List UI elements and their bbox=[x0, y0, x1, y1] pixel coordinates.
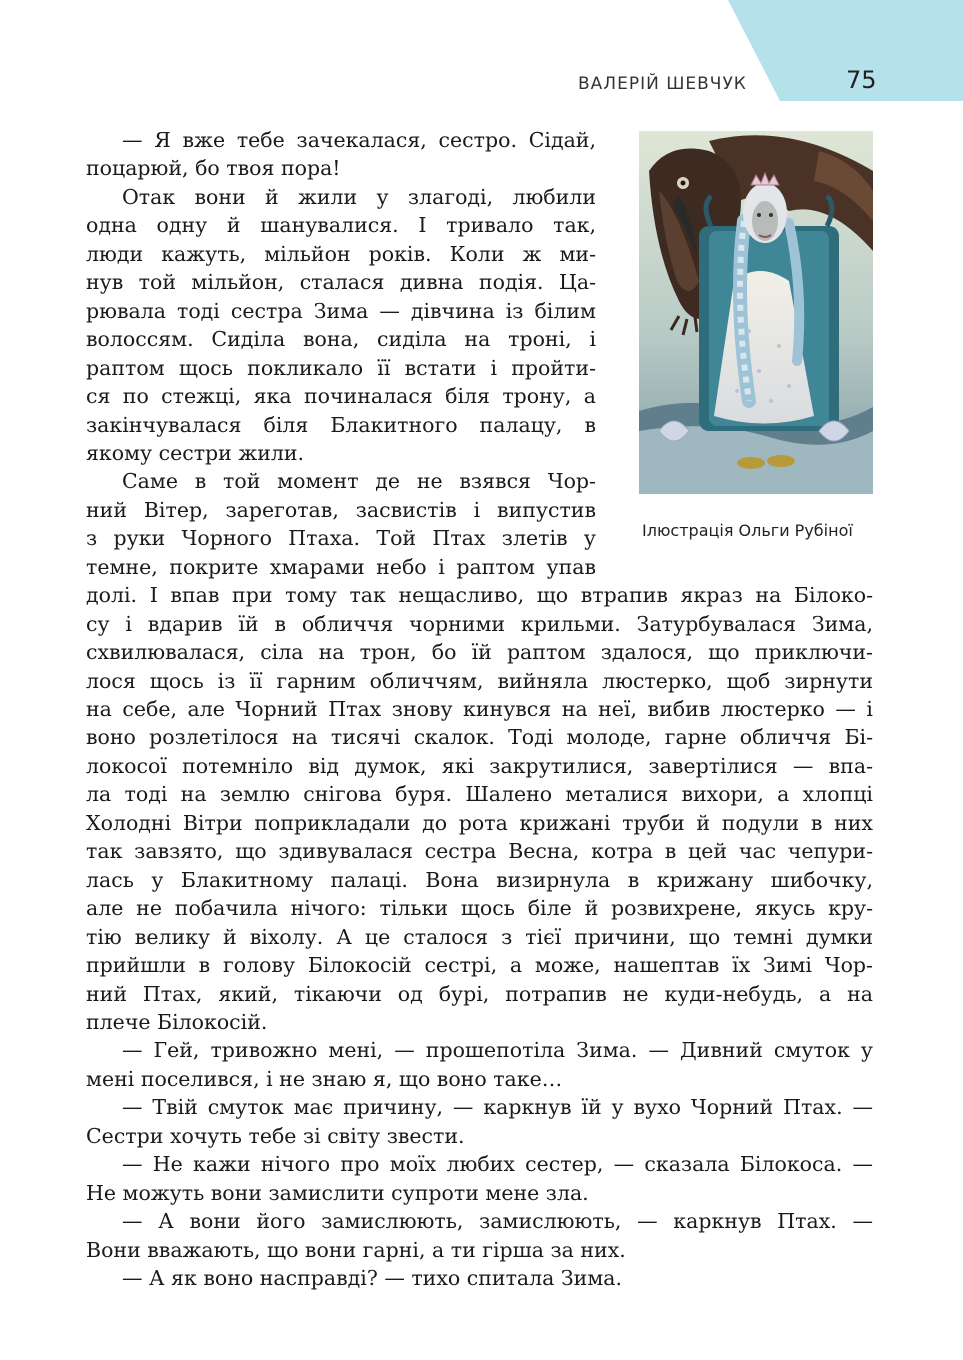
text-line: ся по стежці, яка починалася біля трону, а bbox=[86, 384, 596, 409]
text-line: су і вдарив їй в обличчя чорними крильми. Затурбувалася Зима, bbox=[86, 611, 873, 636]
text-line: — Твій смуток має причину, — каркнув їй у вухо Чорний Птах. — bbox=[122, 1095, 873, 1120]
text-line: ний Вітер, зареготав, засвистів і випустив bbox=[86, 497, 596, 522]
text-line: локосої потемніло від думок, які закрутилися, завертілися — впа- bbox=[86, 753, 873, 778]
text-line: плече Білокосій. bbox=[86, 1009, 268, 1034]
text-line: — Я вже тебе зачекалася, сестро. Сідай, bbox=[122, 128, 596, 152]
text-line: волоссям. Сиділа вона, сиділа на троні, і bbox=[86, 327, 596, 352]
text-line: з руки Чорного Птаха. Той Птах злетів у bbox=[86, 526, 596, 551]
text-line: темне, покрите хмарами небо і раптом упав bbox=[86, 554, 596, 579]
text-line: Отак вони й жили у злагоді, любили bbox=[122, 184, 596, 209]
text-line: долі. І впав при тому так нещасливо, що втрапив якраз на Білоко- bbox=[86, 583, 873, 608]
text-line: люди кажуть, мільйон років. Коли ж ми- bbox=[86, 241, 596, 266]
text-line: Сестри хочуть тебе зі світу звести. bbox=[86, 1123, 465, 1148]
text-line: але не побачила нічого: тільки щось біле й розвихрене, якусь кру- bbox=[86, 896, 873, 921]
text-line: нув той мільйон, сталася дивна подія. Ца- bbox=[86, 270, 596, 295]
text-line: якому сестри жили. bbox=[86, 440, 305, 465]
text-line: лося щось із її гарним обличчям, вийняла люстерко, щоб зирнути bbox=[86, 668, 873, 693]
text-line: так завзято, що здивувалася сестра Весна, котра в цей час чепури- bbox=[86, 839, 873, 864]
text-line: лась у Блакитному палаці. Вона визирнула в крижану шибочку, bbox=[86, 867, 873, 892]
text-line: — А вони його замислюють, замислюють, — каркнув Птах. — bbox=[122, 1209, 873, 1234]
text-line: поцарюй, бо твоя пора! bbox=[86, 156, 341, 181]
text-line: прийшли в голову Білокосій сестрі, а може, нашептав їх Зимі Чор- bbox=[86, 953, 873, 978]
text-line: одна одну й шанувалися. І тривало так, bbox=[86, 213, 596, 238]
text-line: воно розлетілося на тисячі скалок. Тоді молоде, гарне обличчя Бі- bbox=[86, 725, 873, 750]
text-line: — А як воно насправді? — тихо спитала Зима. bbox=[122, 1266, 623, 1290]
text-line: тію велику й віхолу. А це сталося з тієї причини, що темні думки bbox=[86, 924, 873, 949]
text-line: Не можуть вони замислити супроти мене зла. bbox=[86, 1180, 589, 1205]
text-line: Холодні Вітри поприкладали до рота крижані труби й подули в них bbox=[86, 810, 873, 835]
running-header-author: ВАЛЕРІЙ ШЕВЧУК bbox=[578, 74, 747, 94]
text-line: мені поселився, і не знаю я, що воно таке… bbox=[86, 1066, 563, 1091]
illustration-winter-queen bbox=[639, 131, 873, 494]
text-line: Вони вважають, що вони гарні, а ти гірша за них. bbox=[86, 1237, 626, 1262]
text-line: схвилювалася, сіла на трон, бо їй раптом здалося, що приключи- bbox=[86, 640, 873, 665]
text-line: — Гей, тривожно мені, — прошепотіла Зима. — Дивний смуток у bbox=[122, 1038, 873, 1063]
text-line: — Не кажи нічого про моїх любих сестер, — сказала Білокоса. — bbox=[122, 1152, 873, 1177]
text-line: ний Птах, який, тікаючи од бурі, потрапив не куди-небудь, а на bbox=[86, 981, 873, 1006]
illustration-caption: Ілюстрація Ольги Рубіної bbox=[642, 521, 853, 540]
text-line: закінчувалася біля Блакитного палацу, в bbox=[86, 412, 596, 437]
text-line: раптом щось покликало її встати і пройти- bbox=[86, 355, 596, 380]
text-line: на себе, але Чорний Птах знову кинувся на неї, вибив люстерко — і bbox=[86, 697, 873, 721]
text-line: рювала тоді сестра Зима — дівчина із білим bbox=[86, 298, 596, 323]
text-line: Саме в той момент де не взявся Чор- bbox=[122, 469, 596, 494]
text-line: ла тоді на землю снігова буря. Шалено металися вихори, а хлопці bbox=[86, 782, 873, 807]
page-number: 75 bbox=[846, 66, 877, 94]
